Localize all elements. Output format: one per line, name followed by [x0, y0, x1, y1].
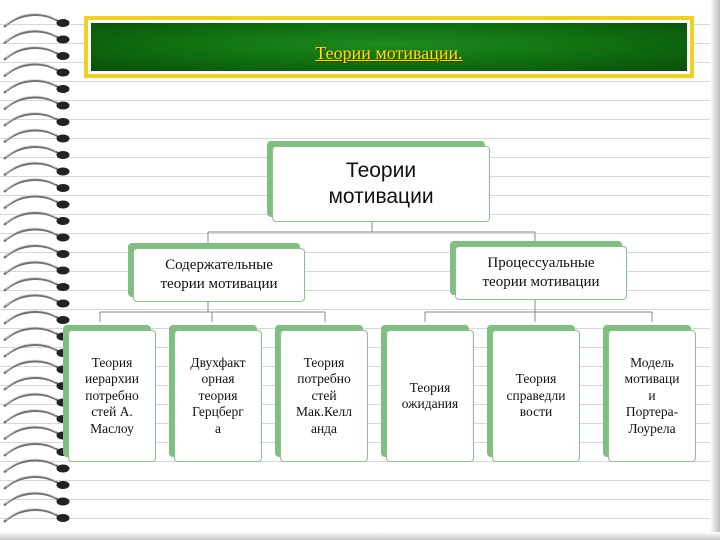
category-node-process — [455, 246, 627, 300]
theory-node-maslow — [68, 330, 156, 462]
theory-node-porter-lawler — [608, 330, 696, 462]
theory-node-label: Теория справедли вости — [506, 371, 566, 420]
category-node-label: Процессуальные теории мотивации — [482, 255, 600, 290]
theory-node-label: Модель мотиваци и Портера- Лоурела — [624, 354, 680, 436]
category-node-label: Содержательные теории мотивации — [160, 257, 278, 292]
theory-node-mcclelland — [280, 330, 368, 462]
slide-title: Теории мотивации. — [315, 43, 463, 63]
theory-node-expectancy — [386, 330, 474, 462]
theory-node-label: Теория ожидания — [401, 379, 459, 411]
category-node-content — [133, 248, 305, 302]
theory-node-herzberg — [174, 330, 262, 462]
theory-node-label: Теория иерархии потребно стей А. Маслоу — [85, 354, 139, 436]
root-node-label: Теории мотивации — [328, 159, 434, 208]
theory-node-label: Теория потребно стей Мак.Келл анда — [296, 354, 352, 436]
theory-node-label: Двухфакт орная теория Герцберг а — [190, 354, 246, 436]
theory-node-equity — [492, 330, 580, 462]
root-node — [272, 146, 490, 222]
